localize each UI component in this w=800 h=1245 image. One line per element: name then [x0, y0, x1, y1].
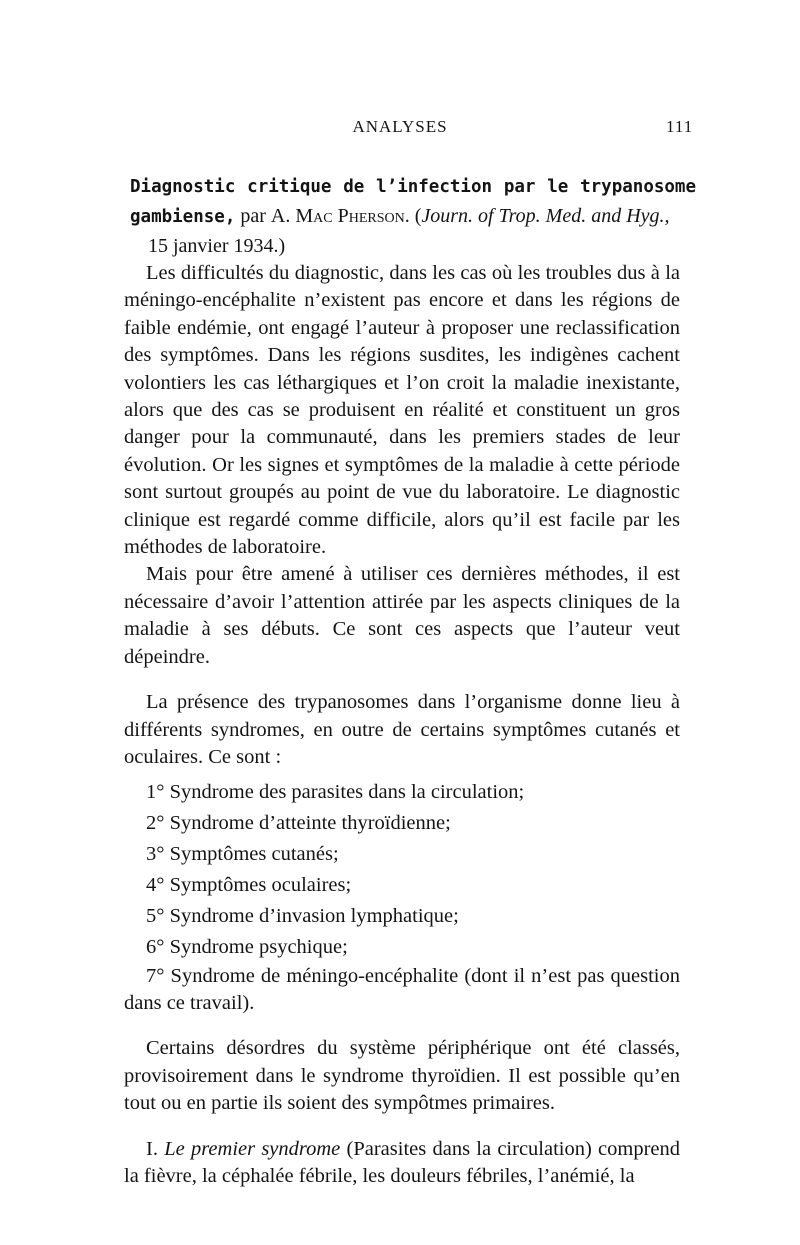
section-heading-italic: Le premier syndrome [164, 1137, 341, 1160]
source-open-paren: ( [414, 205, 422, 227]
journal-name: Journ. of Trop. Med. and Hyg., [421, 205, 670, 227]
syndrome-item: 1° Syndrome des parasites dans la circulation; [146, 781, 525, 804]
article-by: par [240, 205, 266, 227]
paragraph-gap [124, 1017, 680, 1035]
syndrome-list [124, 777, 680, 1017]
syndrome-item: 5° Syndrome d’invasion lymphatique; [146, 905, 459, 928]
article-body [124, 260, 680, 1190]
paragraph-gap [124, 1118, 680, 1136]
syndrome-item: 2° Syndrome d’atteinte thyroïdienne; [146, 812, 451, 835]
section-numeral: I. [146, 1137, 158, 1160]
paragraph-1: Les difficultés du diagnostic, dans les cas où les troubles dus à la méningo-encéphalite n’existent pas encore et dans les régions de faible endémie, ont engagé l’auteur à proposer une reclassification des symptômes. Dans les régions susdites, les indigènes cachent volontiers les cas léthargiques et l’on croit la maladie inexistante, alors que des cas se produisent en réalité et constituent un gros danger pour la communauté, dans les premiers stades de leur évolution. Or les signes et symptômes de la maladie à cette période sont surtout groupés au point de vue du laboratoire. Le diagnostic clinique est regardé comme difficile, alors qu’il est facile par les méthodes de laboratoire. [124, 262, 680, 559]
syndrome-item: 4° Symptômes oculaires; [146, 874, 352, 897]
syndrome-item: 3° Symptômes cutanés; [146, 843, 339, 866]
paragraph-gap [124, 671, 680, 689]
paragraph-2: Mais pour être amené à utiliser ces dernières méthodes, il est nécessaire d’avoir l’attention attirée par les aspects cliniques de la maladie à ses débuts. Ce sont ces aspects que l’auteur veut dépeindre. [124, 563, 680, 668]
syndrome-item: 6° Syndrome psychique; [146, 936, 348, 959]
paragraph-3: La présence des trypanosomes dans l’organisme donne lieu à différents syndromes, en outre de certains symptômes cutanés et oculaires. Ce sont : [124, 691, 680, 768]
article-author: A. Mac Pherson. [270, 205, 410, 227]
paragraph-5-text: (Parasites dans la circulation) comprend la fièvre, la céphalée fébrile, les douleurs fébriles, l’anémié, la [124, 1137, 681, 1187]
article-title: Diagnostic critique de l’infection par le trypanosome gambiense, [130, 177, 696, 227]
running-title: ANALYSES [352, 117, 448, 136]
article-date: 15 janvier 1934.) [148, 235, 286, 257]
article-heading [130, 172, 696, 261]
paragraph-5 [124, 1136, 680, 1191]
syndrome-item: 7° Syndrome de méningo-encéphalite (dont il n’est pas question dans ce travail). [124, 965, 680, 1015]
paragraph-4: Certains désordres du système périphérique ont été classés, provisoirement dans le syndrome thyroïdien. Il est possible qu’en tout ou en partie ils soient des sympôtmes primaires. [124, 1037, 680, 1115]
page-header [0, 117, 800, 141]
page-number: 111 [666, 117, 694, 136]
